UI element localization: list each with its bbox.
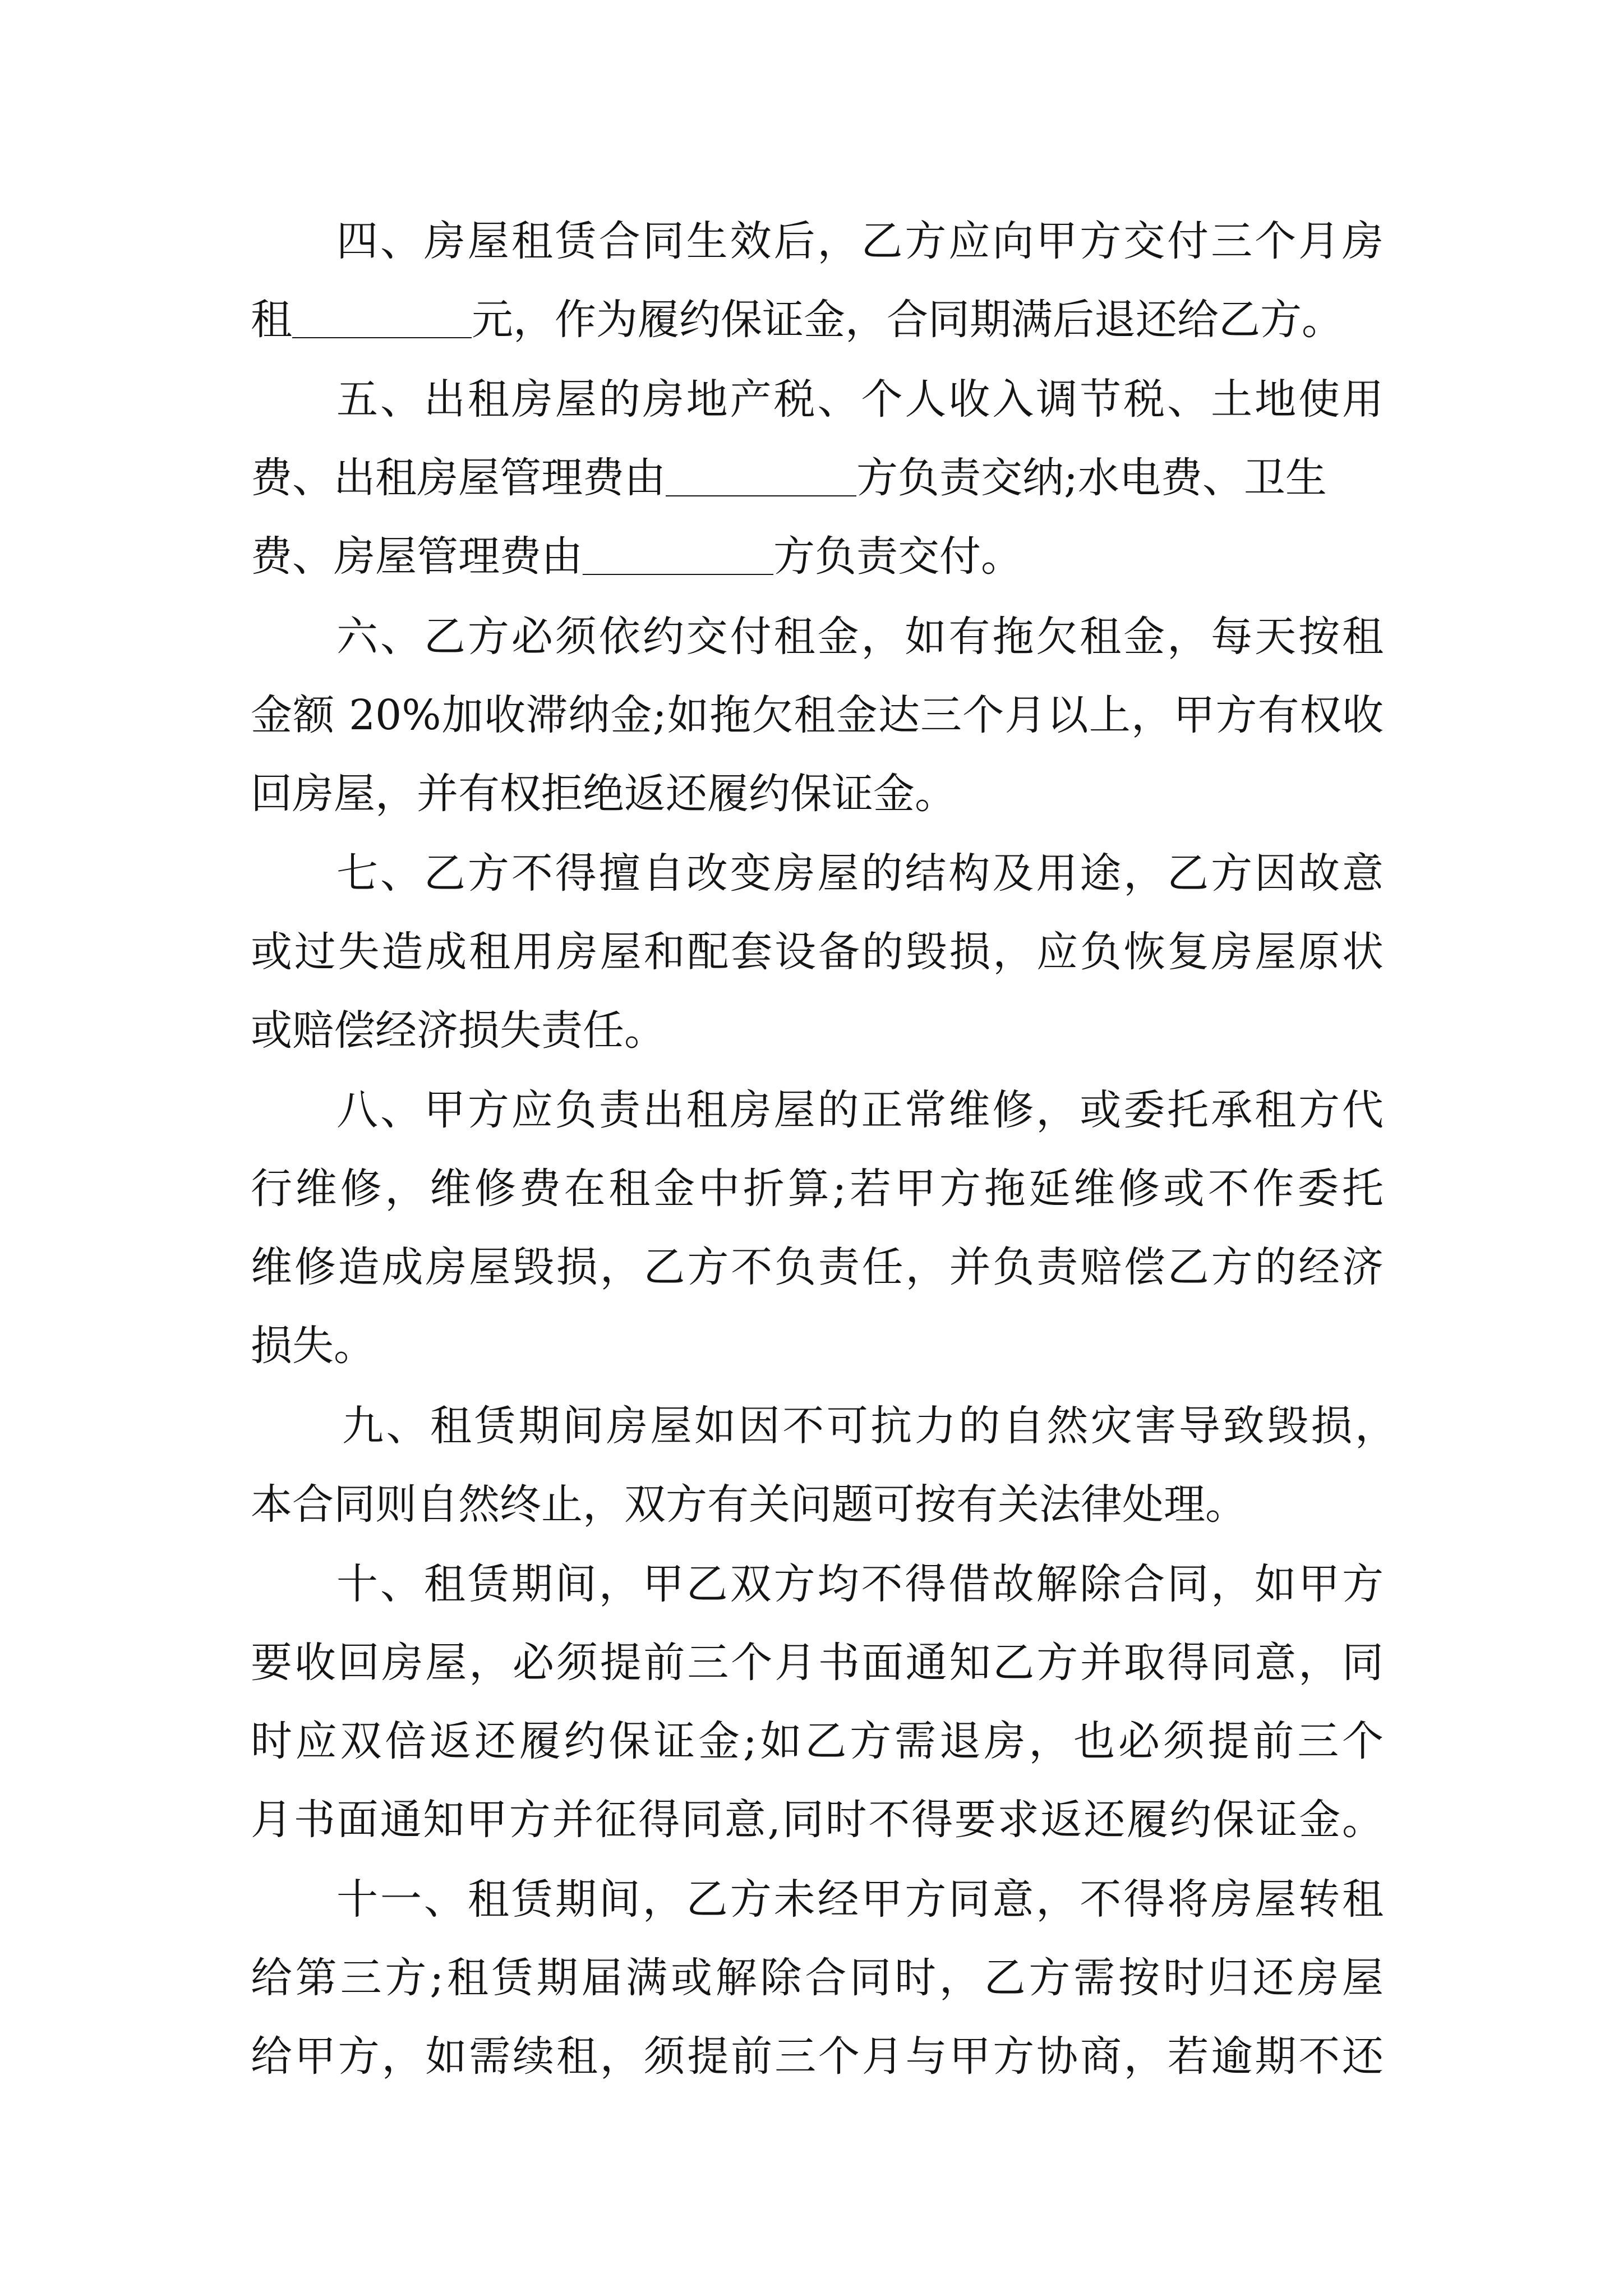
clause-5-line-3-text-a: 费、房屋管理费由 (251, 532, 583, 581)
clause-10-line-4: 月书面通知甲方并征得同意,同时不得要求返还履约保证金。 (251, 1796, 1384, 1844)
clause-5-line-2 (251, 436, 1384, 520)
clause-5-line-3 (251, 514, 1384, 599)
tax-party-blank (666, 459, 856, 497)
clause-9-line-2: 本合同则自然终止，双方有关问题可按有关法律处理。 (251, 1480, 1247, 1529)
clause-8-line-3: 维修造成房屋毁损，乙方不负责任，并负责赔偿乙方的经济 (251, 1243, 1384, 1291)
clause-4-line-2 (251, 278, 1384, 362)
clause-5-line-2-text-b: 方负责交纳;水电费、卫生 (856, 454, 1327, 502)
clause-7-line-1: 七、乙方不得擅自改变房屋的结构及用途，乙方因故意 (336, 849, 1384, 898)
clause-11-line-1: 十一、租赁期间，乙方未经甲方同意，不得将房屋转租 (336, 1875, 1384, 1924)
utility-party-blank (583, 538, 773, 576)
clause-5-line-1: 五、出租房屋的房地产税、个人收入调节税、土地使用 (336, 375, 1384, 424)
clause-4-line-2-text: 元，作为履约保证金，合同期满后退还给乙方。 (472, 296, 1343, 344)
clause-7-line-3: 或赔偿经济损失责任。 (251, 1006, 666, 1055)
clause-4-line-1: 四、房屋租赁合同生效后，乙方应向甲方交付三个月房 (336, 217, 1384, 265)
clause-8-line-2: 行维修，维修费在租金中折算;若甲方拖延维修或不作委托 (251, 1165, 1384, 1213)
clause-11-line-3: 给甲方，如需续租，须提前三个月与甲方协商，若逾期不还 (251, 2032, 1384, 2081)
clause-7-line-2: 或过失造成租用房屋和配套设备的毁损，应负恢复房屋原状 (251, 928, 1384, 976)
clause-4-word-rent: 租 (251, 296, 292, 344)
clause-5-line-2-text-a: 费、出租房屋管理费由 (251, 454, 666, 502)
clause-5-line-3-text-b: 方负责交付。 (773, 532, 1022, 581)
clause-10-line-3: 时应双倍返还履约保证金;如乙方需退房，也必须提前三个 (251, 1717, 1384, 1765)
clause-8-line-4: 损失。 (251, 1322, 375, 1370)
clause-6-line-2: 金额 20%加收滞纳金;如拖欠租金达三个月以上，甲方有权收 (251, 691, 1384, 739)
clause-10-line-1: 十、租赁期间，甲乙双方均不得借故解除合同，如甲方 (336, 1560, 1384, 1608)
clause-9-line-1: 九、租赁期间房屋如因不可抗力的自然灾害导致毁损， (342, 1402, 1396, 1450)
clause-8-line-1: 八、甲方应负责出租房屋的正常维修，或委托承租方代 (336, 1086, 1384, 1134)
clause-11-line-2: 给第三方;租赁期届满或解除合同时，乙方需按时归还房屋 (251, 1954, 1384, 2002)
deposit-amount-blank (292, 301, 472, 339)
clause-10-line-2: 要收回房屋，必须提前三个月书面通知乙方并取得同意，同 (251, 1639, 1384, 1687)
clause-6-line-3: 回房屋，并有权拒绝返还履约保证金。 (251, 770, 956, 818)
clause-6-line-1: 六、乙方必须依约交付租金，如有拖欠租金，每天按租 (336, 613, 1384, 661)
